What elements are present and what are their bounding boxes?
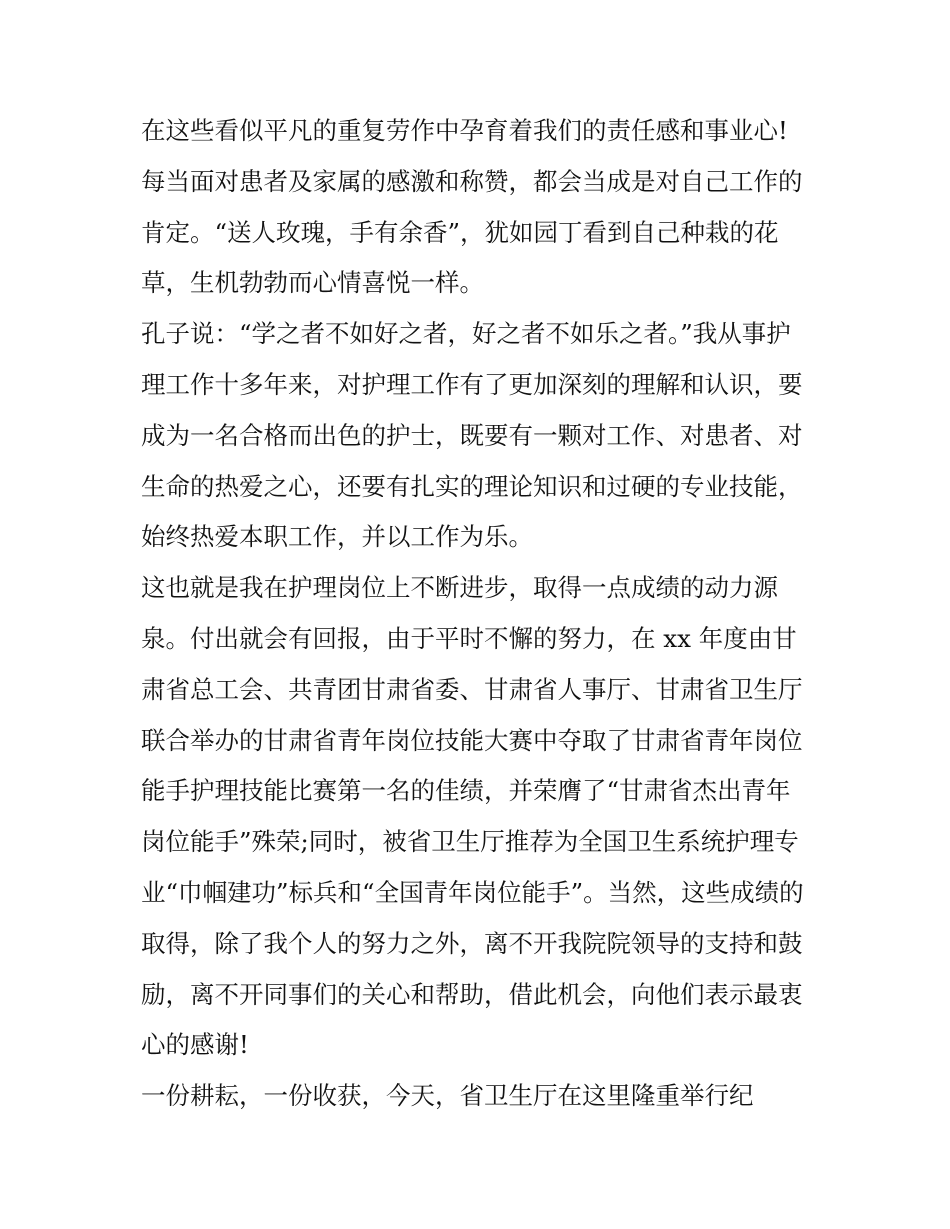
text-line: 能手护理技能比赛第一名的佳绩，并荣膺了“甘肃省杰出青年 xyxy=(141,776,791,806)
text-line: 联合举办的甘肃省青年岗位技能大赛中夺取了甘肃省青年岗位 xyxy=(141,725,803,755)
text-line: 成为一名合格而出色的护士，既要有一颗对工作、对患者、对 xyxy=(141,420,803,450)
text-line: 励，离不开同事们的关心和帮助，借此机会，向他们表示最衷 xyxy=(141,979,803,1009)
body-text xyxy=(141,106,831,1122)
text-line: 肃省总工会、共青团甘肃省委、甘肃省人事厅、甘肃省卫生厅 xyxy=(141,674,803,704)
text-line: 岗位能手”殊荣;同时，被省卫生厅推荐为全国卫生系统护理专 xyxy=(141,827,799,857)
text-line: 在这些看似平凡的重复劳作中孕育着我们的责任感和事业心! xyxy=(141,116,788,145)
text-line: 草，生机勃勃而心情喜悦一样。 xyxy=(141,268,484,298)
text-line: 业“巾帼建功”标兵和“全国青年岗位能手”。当然，这些成绩的 xyxy=(141,877,804,907)
text-line: 孔子说：“学之者不如好之者，好之者不如乐之者。”我从事护 xyxy=(141,319,791,349)
text-line: 肯定。“送人玫瑰，手有余香”，犹如园丁看到自己种栽的花 xyxy=(141,217,779,247)
text-line: 泉。付出就会有回报，由于平时不懈的努力，在 xx 年度由甘 xyxy=(141,623,797,653)
text-line: 理工作十多年来，对护理工作有了更加深刻的理解和认识，要 xyxy=(141,369,803,399)
text-line: 每当面对患者及家属的感激和称赞，都会当成是对自己工作的 xyxy=(141,166,803,196)
text-line: 一份耕耘，一份收获，今天，省卫生厅在这里隆重举行纪 xyxy=(141,1081,754,1111)
text-line: 生命的热爱之心，还要有扎实的理论知识和过硬的专业技能， xyxy=(141,471,803,501)
text-line: 始终热爱本职工作，并以工作为乐。 xyxy=(141,522,533,552)
text-line: 心的感谢! xyxy=(141,1030,249,1060)
text-line: 这也就是我在护理岗位上不断进步，取得一点成绩的动力源 xyxy=(141,573,778,603)
text-line: 取得，除了我个人的努力之外，离不开我院院领导的支持和鼓 xyxy=(141,928,803,958)
